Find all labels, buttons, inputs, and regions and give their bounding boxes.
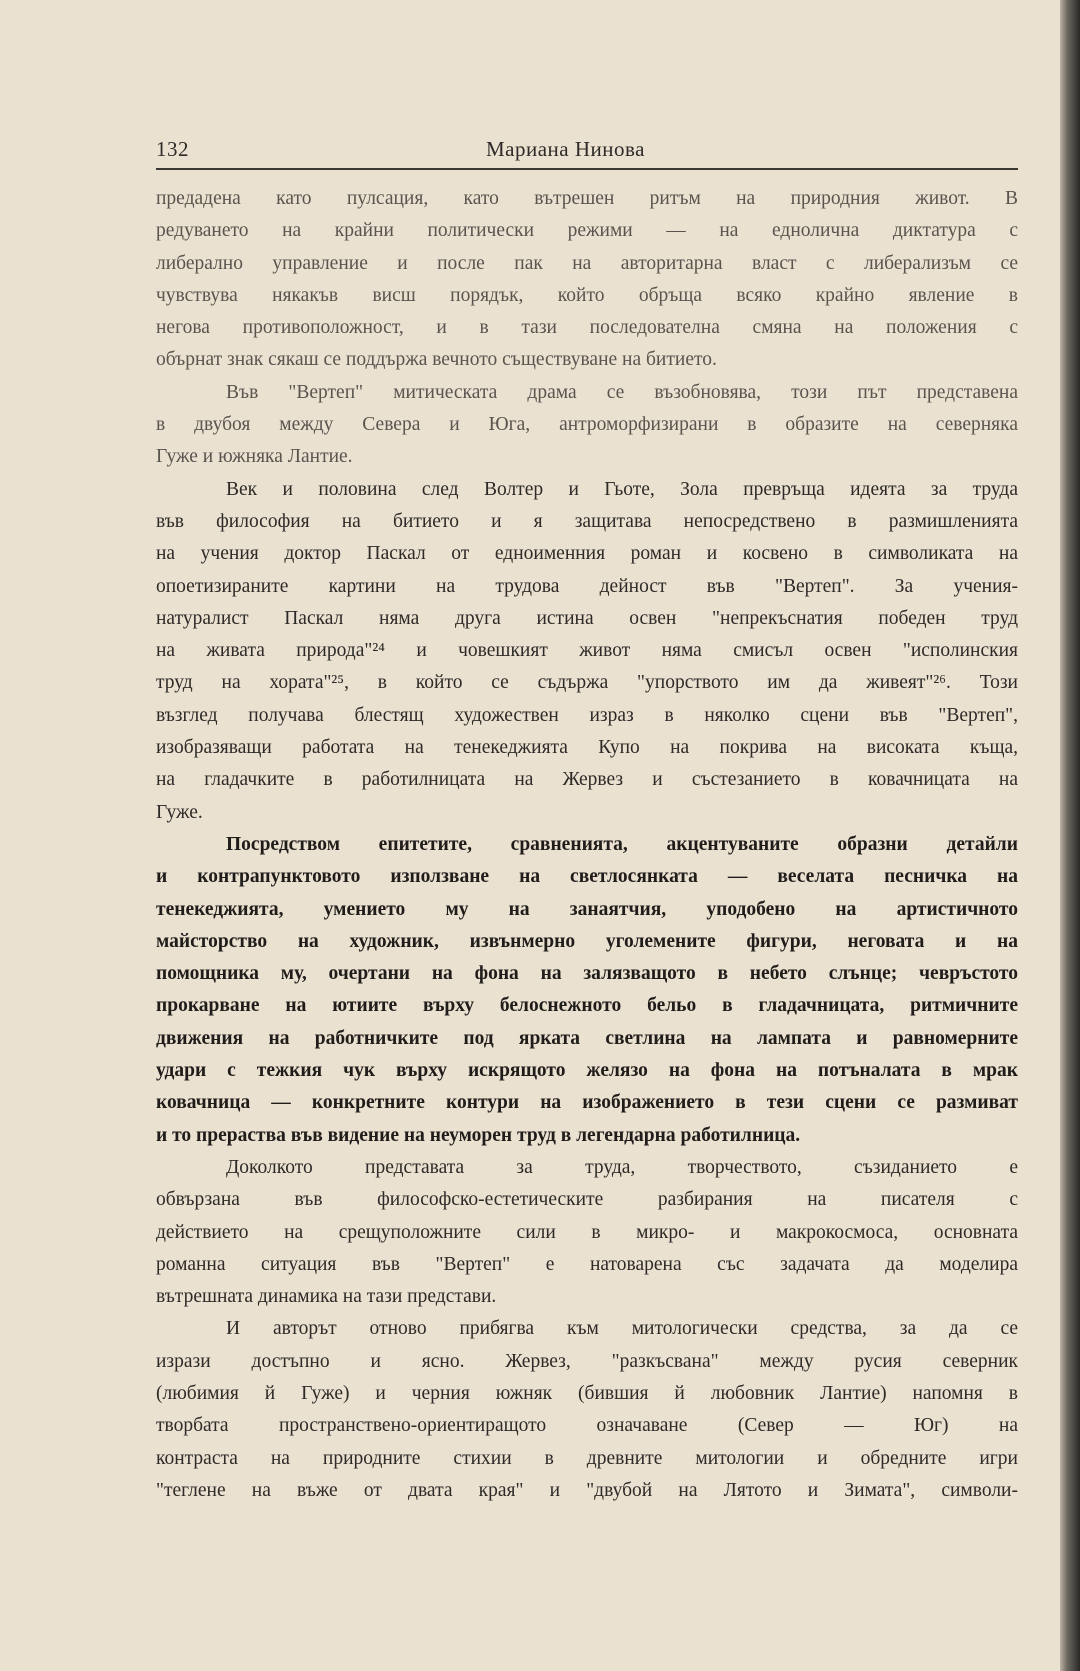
- text-line: възглед получава блестящ художествен израз в няколко сцени във "Вертеп",: [156, 704, 1018, 726]
- text-line: контраста на природните стихии в древните митологии и обредните игри: [156, 1447, 1018, 1469]
- paragraph: [156, 183, 1018, 377]
- paragraph: [156, 474, 1018, 829]
- text-line: либерално управление и после пак на авторитарна власт с либерализъм се: [156, 252, 1018, 274]
- text-line: и то прераства във видение на неуморен труд в легендарна работилница.: [156, 1124, 801, 1146]
- paragraph: [156, 1152, 1018, 1313]
- text-line: прокарване на ютиите върху белоснежното бельо в гладачницата, ритмичните: [156, 995, 1018, 1017]
- header-rule: [156, 168, 1018, 170]
- text-line: движения на работничките под ярката светлина на лампата и равномерните: [156, 1027, 1018, 1049]
- text-line: на гладачките в работилницата на Жервез и състезанието в ковачницата на: [156, 769, 1018, 791]
- text-line: обвързана във философско-естетическите разбирания на писателя с: [156, 1189, 1018, 1211]
- text-line: романна ситуация във "Вертеп" е натоварена със задачата да моделира: [156, 1253, 1018, 1275]
- text-line: Гуже и южняка Лантие.: [156, 446, 353, 468]
- text-line: Доколкото представата за труда, творчеството, съзиданието е: [226, 1156, 1018, 1178]
- text-line: помощника му, очертани на фона на залязващото в небето слънце; чевръстото: [156, 963, 1018, 985]
- text-line: Посредством епитетите, сравненията, акцентуваните образни детайли: [226, 833, 1018, 855]
- text-line: изобразяващи работата на тенекеджията Купо на покрива на високата къща,: [156, 737, 1018, 759]
- page-header: [156, 137, 1018, 167]
- text-line: действието на срещуположните сили в микро- и макрокосмоса, основната: [156, 1221, 1018, 1243]
- text-line: на учения доктор Паскал от едноименния роман и косвено в символиката на: [156, 543, 1018, 565]
- page-number: 132: [156, 137, 189, 161]
- paragraph: [156, 829, 1018, 1152]
- text-line: негова противоположност, и в тази последователна смяна на положения с: [156, 317, 1018, 339]
- text-line: тенекеджията, умението му на занаятчия, уподобено на артистичното: [156, 898, 1018, 920]
- text-line: Век и половина след Волтер и Гьоте, Зола превръща идеята за труда: [226, 478, 1018, 500]
- text-line: майсторство на художник, извънмерно уголемените фигури, неговата и на: [156, 930, 1018, 952]
- text-line: редуването на крайни политически режими — на еднолична диктатура с: [156, 220, 1018, 242]
- text-line: ковачница — конкретните контури на изображението в тези сцени се размиват: [156, 1092, 1018, 1114]
- text-line: чувствува някакъв висш порядък, който обръща всяко крайно явление в: [156, 284, 1018, 306]
- text-line: И авторът отново прибягва към митологически средства, за да се: [226, 1318, 1018, 1340]
- book-spine-shadow: [1060, 0, 1080, 1671]
- text-line: "теглене на въже от двата края" и "двубой на Лятото и Зимата", символи-: [156, 1479, 1018, 1501]
- body-text: [156, 183, 1018, 1507]
- text-line: във философия на битието и я защитава непосредствено в размишленията: [156, 510, 1018, 532]
- paragraph: [156, 1313, 1018, 1507]
- text-line: на живата природа"²⁴ и човешкият живот няма смисъл освен "исполинския: [156, 640, 1018, 662]
- paragraph: [156, 377, 1018, 474]
- text-line: опоетизираните картини на трудова дейност във "Вертеп". За учения-: [156, 575, 1018, 597]
- text-line: труд на хората"²⁵, в който се съдържа "упорството им да живеят"²⁶. Този: [156, 672, 1018, 694]
- text-line: предадена като пулсация, като вътрешен ритъм на природния живот. В: [156, 188, 1018, 209]
- text-line: и контрапунктовото използване на светлосянката — веселата песничка на: [156, 866, 1018, 888]
- text-line: удари с тежкия чук върху искрящото желязо на фона на потъналата в мрак: [156, 1060, 1018, 1082]
- text-line: Гуже.: [156, 801, 203, 823]
- text-line: творбата пространствено-ориентиращото означаване (Север — Юг) на: [156, 1415, 1018, 1437]
- text-line: вътрешната динамика на тази представи.: [156, 1286, 497, 1308]
- text-line: изрази достъпно и ясно. Жервез, "разкъсвана" между русия северник: [156, 1350, 1018, 1372]
- text-line: натуралист Паскал няма друга истина освен "непрекъснатия победен труд: [156, 607, 1018, 629]
- text-line: (любимия й Гуже) и черния южняк (бившия й любовник Лантие) напомня в: [156, 1382, 1018, 1404]
- running-title: Мариана Нинова: [486, 137, 645, 161]
- text-line: обърнат знак сякаш се поддържа вечното съществуване на битието.: [156, 349, 717, 371]
- text-line: Във "Вертеп" митическата драма се възобновява, този път представена: [226, 381, 1018, 403]
- text-line: в двубоя между Севера и Юга, антроморфизирани в образите на северняка: [156, 414, 1018, 436]
